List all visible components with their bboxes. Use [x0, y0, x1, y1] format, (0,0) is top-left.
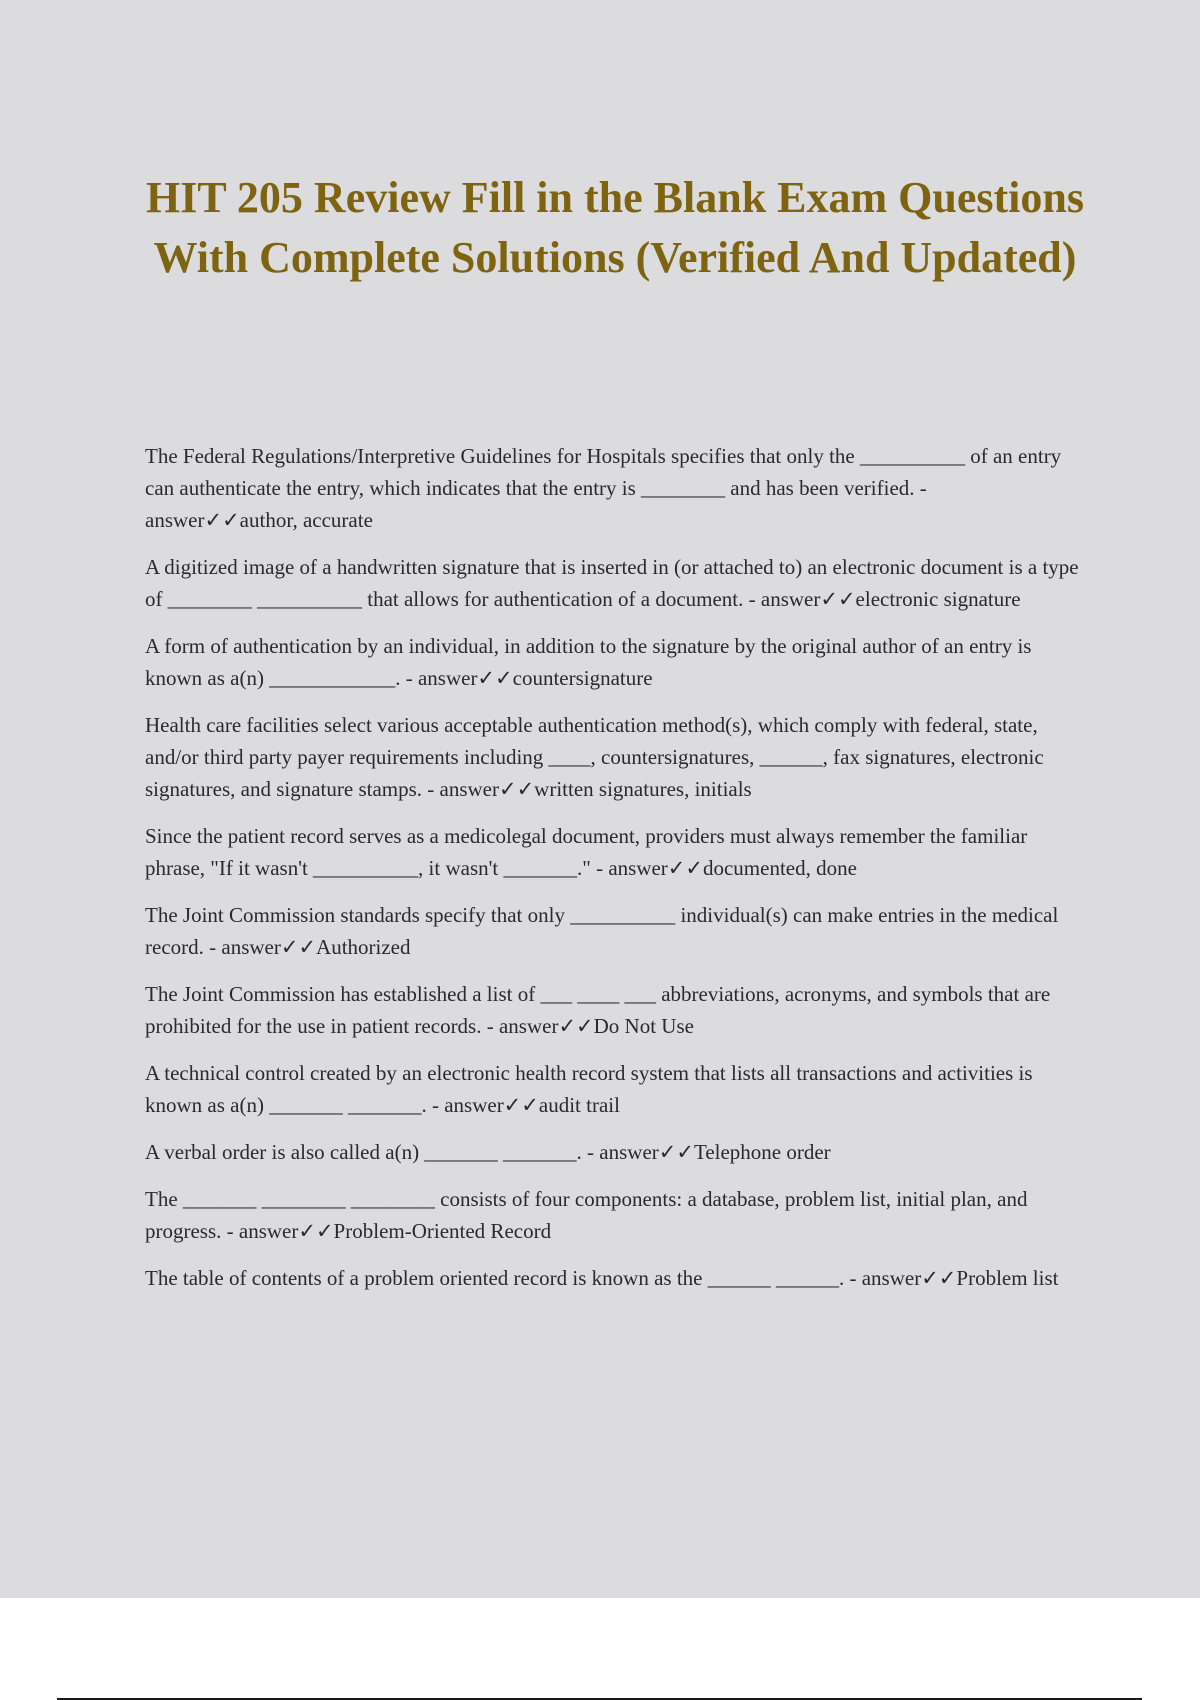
question-item-3: A form of authentication by an individual, in addition to the signature by the original author of an entry is known as a(n) ____________. - answer✓✓countersignature: [145, 634, 1032, 690]
question-item-5: Since the patient record serves as a medicolegal document, providers must always remember the familiar phrase, "If it wasn't __________, it wasn't _______." - answer✓✓documented, done: [145, 824, 1028, 880]
document-title: HIT 205 Review Fill in the Blank Exam Questions With Complete Solutions (Verified And Updated): [146, 173, 1084, 282]
question-list: [145, 440, 1080, 1309]
question-item-6: The Joint Commission standards specify that only __________ individual(s) can make entries in the medical record. - answer✓✓Authorized: [145, 903, 1059, 959]
question-item-1: The Federal Regulations/Interpretive Guidelines for Hospitals specifies that only the __________ of an entry can authenticate the entry, which indicates that the entry is ________ and has been verified. - answer✓✓author, accurate: [145, 444, 1062, 532]
question-item-4: Health care facilities select various acceptable authentication method(s), which comply with federal, state, and/or third party payer requirements including ____, countersignatures, ______, fax signatures, electronic signatures, and signature stamps. - answer✓✓written signatures, initials: [145, 713, 1044, 801]
question-item-9: A verbal order is also called a(n) _______ _______. - answer✓✓Telephone order: [145, 1140, 831, 1164]
question-item-2: A digitized image of a handwritten signature that is inserted in (or attached to) an electronic document is a type of ________ __________ that allows for authentication of a document. - answer✓✓electronic signature: [145, 555, 1079, 611]
question-item-7: The Joint Commission has established a list of ___ ____ ___ abbreviations, acronyms, and symbols that are prohibited for the use in patient records. - answer✓✓Do Not Use: [145, 982, 1051, 1038]
question-item-8: A technical control created by an electronic health record system that lists all transactions and activities is known as a(n) _______ _______. - answer✓✓audit trail: [145, 1061, 1033, 1117]
question-item-10: The _______ ________ ________ consists of four components: a database, problem list, initial plan, and progress. - answer✓✓Problem-Oriented Record: [145, 1187, 1028, 1243]
question-item-11: The table of contents of a problem oriented record is known as the ______ ______. - answer✓✓Problem list: [145, 1266, 1059, 1290]
